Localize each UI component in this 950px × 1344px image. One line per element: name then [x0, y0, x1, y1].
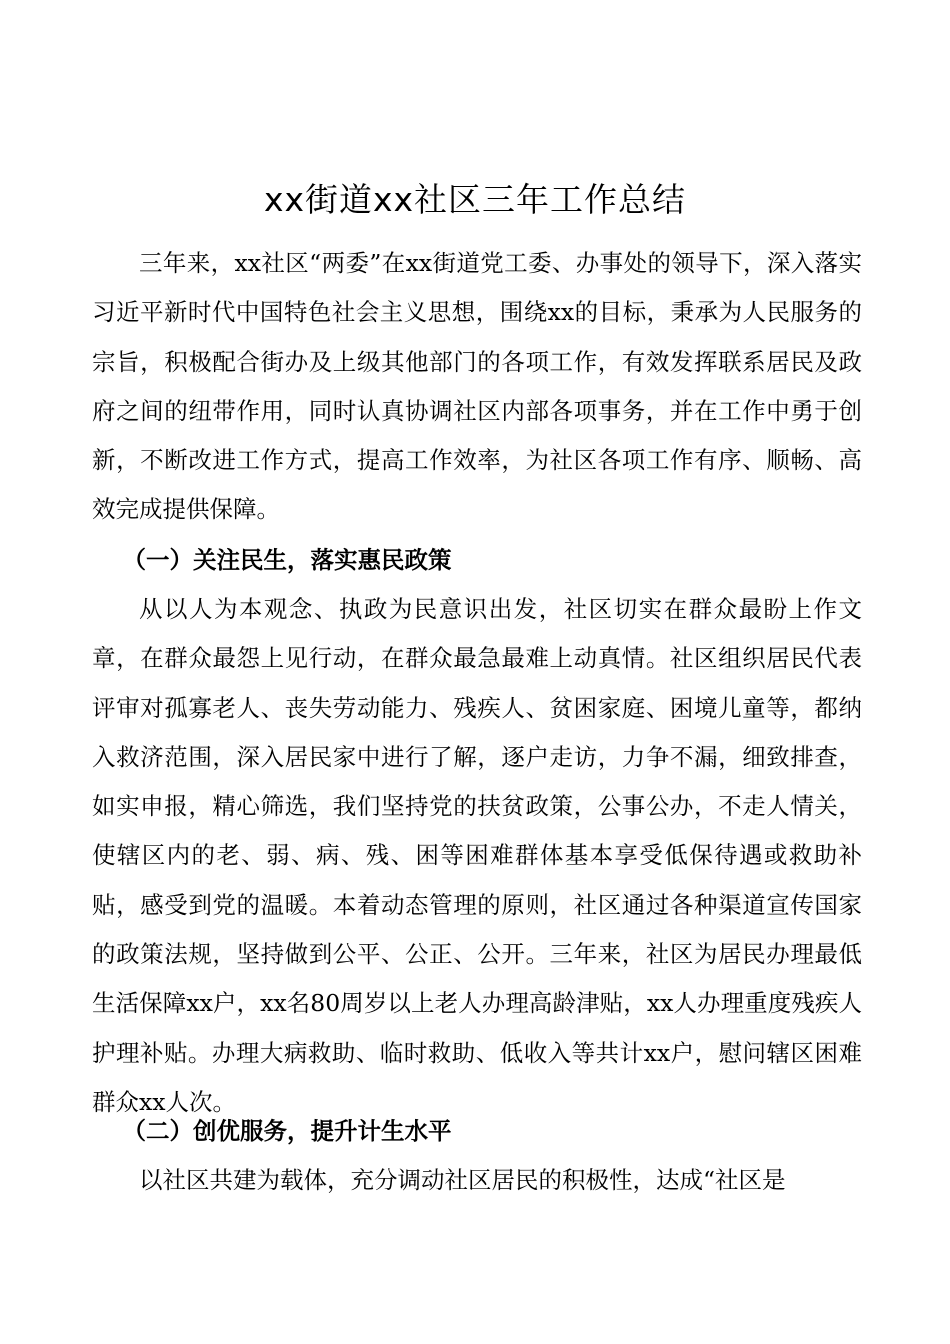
section-heading-1: （一）关注民生，落实惠民政策: [122, 546, 452, 574]
section-heading-2: （二）创优服务，提升计生水平: [122, 1117, 452, 1145]
paragraph-section-1: 从以人为本观念、执政为民意识出发，社区切实在群众最盼上作文章，在群众最怨上见行动，在群众最急最难上动真情。社区组织居民代表评审对孤寡老人、丧失劳动能力、残疾人、贫困家庭、困境儿童等，都纳入救济范围，深入居民家中进行了解，逐户走访，力争不漏，细致排查，如实申报，精心筛选，我们坚持党的扶贫政策，公事公办，不走人情关，使辖区内的老、弱、病、残、困等困难群体基本享受低保待遇或救助补贴，感受到党的温暖。本着动态管理的原则，社区通过各种渠道宣传国家的政策法规，坚持做到公平、公正、公开。三年来，社区为居民办理最低生活保障xx户，xx名80周岁以上老人办理高龄津贴，xx人办理重度残疾人护理补贴。办理大病救助、临时救助、低收入等共计xx户，慰问辖区困难群众xx人次。: [92, 595, 862, 1116]
paragraph-section-2: 以社区共建为载体，充分调动社区居民的积极性，达成“社区是: [139, 1166, 786, 1194]
document-title: xx街道xx社区三年工作总结: [263, 180, 687, 219]
paragraph-intro: 三年来，xx社区“两委”在xx街道党工委、办事处的领导下，深入落实习近平新时代中国特色社会主义思想，围绕xx的目标，秉承为人民服务的宗旨，积极配合街办及上级其他部门的各项工作，有效发挥联系居民及政府之间的纽带作用，同时认真协调社区内部各项事务，并在工作中勇于创新，不断改进工作方式，提高工作效率，为社区各项工作有序、顺畅、高效完成提供保障。: [92, 249, 862, 524]
